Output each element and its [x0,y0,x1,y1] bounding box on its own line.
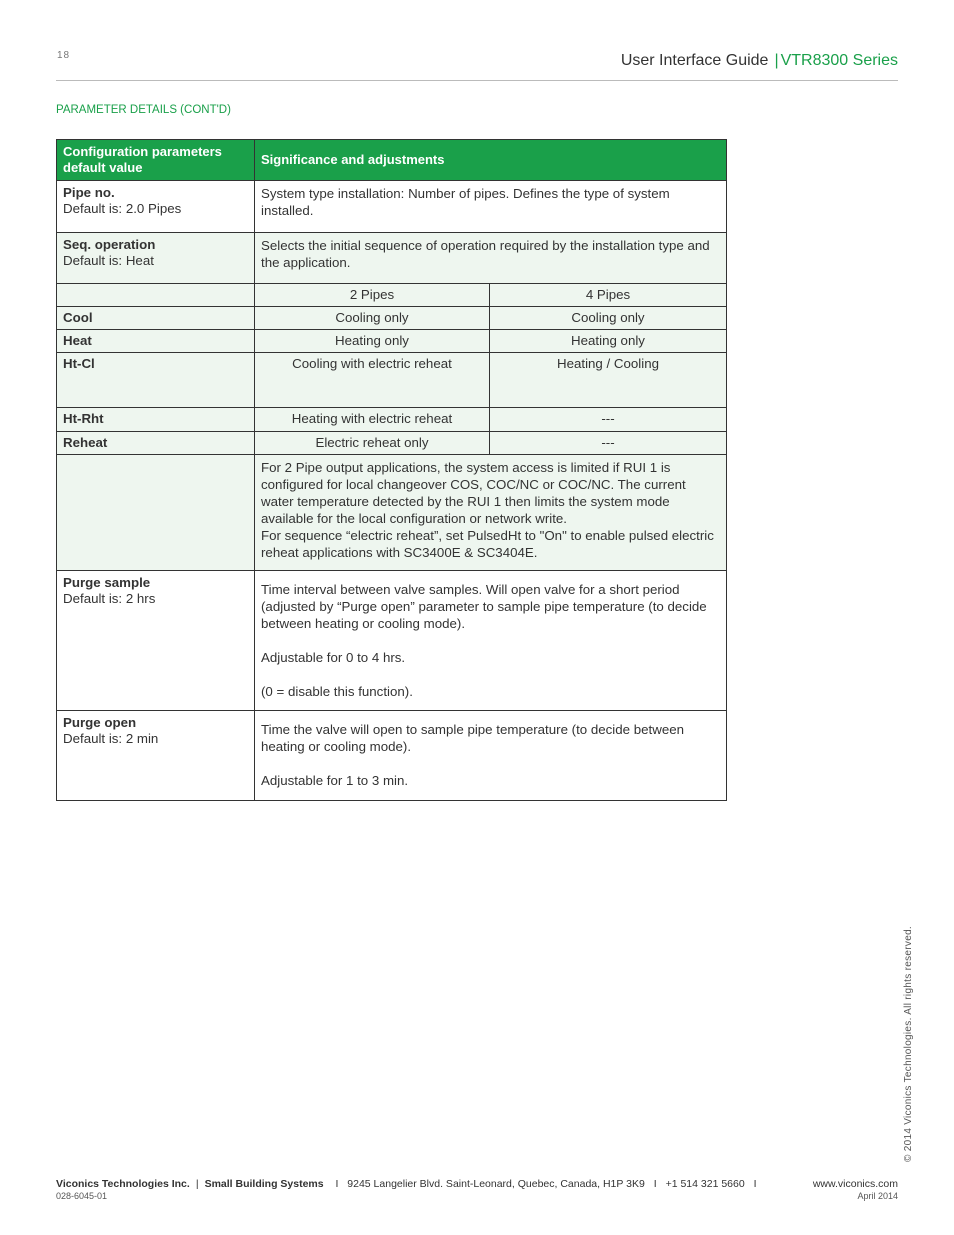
doc-number: 028-6045-01 [56,1191,108,1201]
page-number: 18 [57,50,71,61]
param-description [255,571,727,711]
purge-sample-note: (0 = disable this function). [261,684,413,699]
seq-row-cool [57,307,727,330]
seq-2-pipes-value: Electric reheat only [255,432,490,455]
seq-4-pipes-value: Cooling only [490,307,727,330]
seq-row-heat [57,330,727,353]
param-name: Pipe no. [63,185,115,200]
param-default: Default is: 2 min [63,731,159,746]
param-default: Default is: 2 hrs [63,591,156,606]
address: 9245 Langelier Blvd. Saint-Leonard, Quebec, Canada, H1P 3K9 [347,1178,645,1190]
seq-columns-row [57,284,727,307]
param-description [255,711,727,801]
table-row [57,571,727,711]
phone: +1 514 321 5660 [665,1178,745,1190]
parameter-table [56,139,727,801]
division-name: Small Building Systems [204,1178,324,1190]
company-name: Viconics Technologies Inc. [56,1178,190,1190]
purge-open-desc: Time the valve will open to sample pipe temperature (to decide between heating or cooling mode). [261,722,685,754]
param-name: Purge open [63,715,137,730]
seq-label: Ht-Rht [57,408,255,432]
seq-label: Reheat [57,432,255,455]
footer-contact: Viconics Technologies Inc. | Small Building Systems I 9245 Langelier Blvd. Saint-Leonard, Quebec, Canada, H1P 3K9 I +1 514 321 5660 I [56,1178,757,1190]
column-4-pipes: 4 Pipes [490,284,727,307]
param-cell [57,711,255,801]
param-description: Selects the initial sequence of operation required by the installation type and the application. [255,233,727,284]
seq-4-pipes-value: Heating / Cooling [490,353,727,408]
purge-sample-desc: Time interval between valve samples. Will open valve for a short period (adjusted by “Purge open” parameter to sample pipe temperature (to decide between heating or cooling mode). [261,582,707,631]
publish-date: April 2014 [857,1191,898,1201]
param-description: System type installation: Number of pipes. Defines the type of system installed. [255,181,727,233]
empty-cell [57,284,255,307]
purge-open-range: Adjustable for 1 to 3 min. [261,773,409,788]
column-2-pipes: 2 Pipes [255,284,490,307]
series-name: VTR8300 Series [780,52,898,69]
seq-label: Heat [57,330,255,353]
param-default: Default is: Heat [63,253,154,268]
seq-label: Cool [57,307,255,330]
copyright-notice: © 2014 Viconics Technologies. All rights reserved. [903,925,914,1162]
header-divider [56,80,898,81]
section-title: PARAMETER DETAILS (CONT'D) [56,104,231,116]
seq-4-pipes-value: --- [490,432,727,455]
param-cell [57,233,255,284]
seq-label: Ht-Cl [57,353,255,408]
table-row [57,181,727,233]
table-row [57,711,727,801]
purge-sample-range: Adjustable for 0 to 4 hrs. [261,650,406,665]
seq-2-pipes-value: Cooling only [255,307,490,330]
seq-2-pipes-value: Cooling with electric reheat [255,353,490,408]
seq-notes [255,455,727,571]
header-significance: Significance and adjustments [255,140,727,181]
seq-2-pipes-value: Heating only [255,330,490,353]
param-default: Default is: 2.0 Pipes [63,201,182,216]
seq-row-ht-rht [57,408,727,432]
seq-note-pulsed-reheat: For sequence “electric reheat”, set PulsedHt to "On" to enable pulsed electric reheat applications with SC3400E & SC3404E. [261,528,714,560]
seq-row-reheat [57,432,727,455]
seq-4-pipes-value: --- [490,408,727,432]
guide-title: User Interface Guide [620,52,769,69]
param-name: Purge sample [63,575,151,590]
seq-2-pipes-value: Heating with electric reheat [255,408,490,432]
table-header-row [57,140,727,181]
header-config-params: Configuration parameters default value [57,140,255,181]
param-name: Seq. operation [63,237,156,252]
seq-note-changeover: For 2 Pipe output applications, the system access is limited if RUI 1 is configured for local changeover COS, COC/NC or COC/NC. The current water temperature detected by the RUI 1 then limits the system mode available for the local configuration or network write. [261,460,686,526]
table-row [57,233,727,284]
param-cell [57,571,255,711]
header-separator: | [774,52,779,69]
param-cell [57,181,255,233]
empty-cell [57,455,255,571]
document-header [621,52,898,70]
website-link[interactable]: www.viconics.com [812,1178,898,1190]
seq-4-pipes-value: Heating only [490,330,727,353]
seq-notes-row [57,455,727,571]
seq-row-ht-cl [57,353,727,408]
